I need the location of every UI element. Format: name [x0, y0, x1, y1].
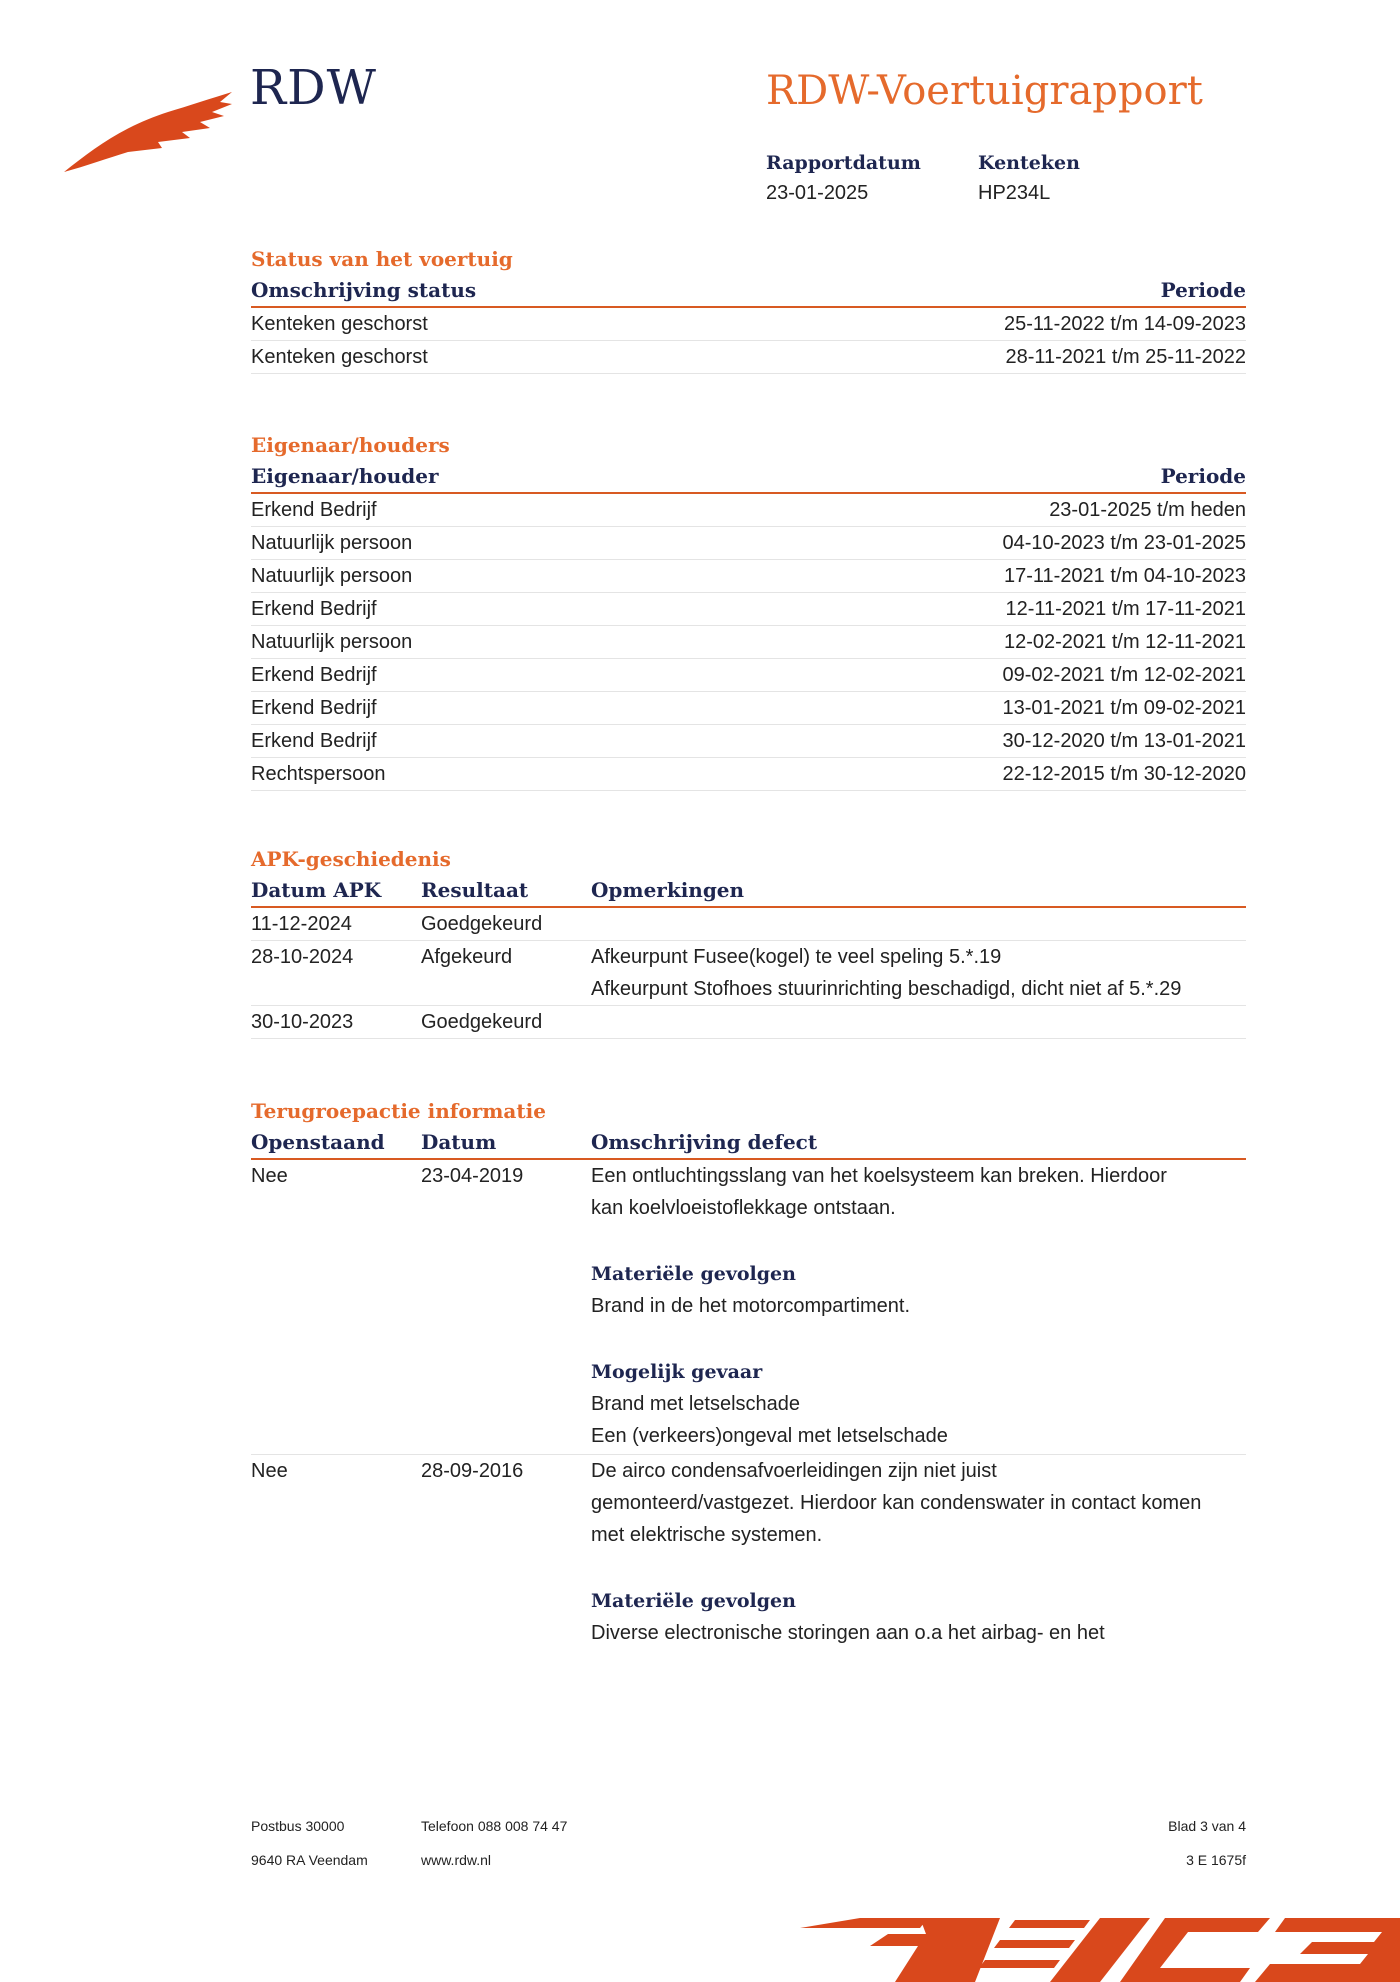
table-row [251, 941, 1246, 1006]
defect-line: met elektrische systemen. [591, 1524, 823, 1546]
table-header [251, 874, 1246, 908]
report-date-value: 23-01-2025 [766, 182, 869, 204]
footer-website[interactable]: www.rdw.nl [421, 1852, 492, 1868]
danger-label: Mogelijk gevaar [591, 1361, 763, 1383]
table-row [251, 626, 1246, 659]
column-header-defect: Omschrijving defect [591, 1130, 818, 1154]
recall-open: Nee [251, 1165, 288, 1187]
table-row [251, 308, 1246, 341]
defect-line: De airco condensafvoerleidingen zijn niet juist [591, 1460, 997, 1482]
column-header-period: Periode [1160, 278, 1246, 302]
owner-period: 23-01-2025 t/m heden [1049, 499, 1246, 521]
apk-remark: Afkeurpunt Stofhoes stuurinrichting beschadigd, dicht niet af 5.*.29 [591, 978, 1182, 1000]
table-row [251, 1160, 1246, 1455]
speed-stripes-icon [800, 1906, 1400, 1982]
footer-phone: Telefoon 088 008 74 47 [421, 1818, 568, 1834]
owner-period: 22-12-2015 t/m 30-12-2020 [1002, 763, 1246, 785]
defect-line: gemonteerd/vastgezet. Hierdoor kan condenswater in contact komen [591, 1492, 1202, 1514]
apk-section [251, 844, 1246, 1039]
table-header [251, 274, 1246, 308]
table-header [251, 460, 1246, 494]
owner-type: Natuurlijk persoon [251, 532, 413, 554]
table-row [251, 527, 1246, 560]
column-header-result: Resultaat [421, 878, 529, 902]
danger-line: Een (verkeers)ongeval met letselschade [591, 1425, 948, 1447]
footer-page-number: Blad 3 van 4 [1168, 1818, 1246, 1834]
column-header-period: Periode [1160, 464, 1246, 488]
table-header [251, 1126, 1246, 1160]
column-header-description: Omschrijving status [251, 278, 477, 302]
owner-type: Erkend Bedrijf [251, 697, 377, 719]
defect-line: Een ontluchtingsslang van het koelsysteem kan breken. Hierdoor [591, 1165, 1167, 1187]
rdw-feather-logo-icon [64, 88, 234, 176]
table-row [251, 908, 1246, 941]
table-row [251, 341, 1246, 374]
consequences-line: Brand in de het motorcompartiment. [591, 1295, 911, 1317]
report-title: RDW-Voertuigrapport [766, 68, 1203, 114]
apk-remark: Afkeurpunt Fusee(kogel) te veel speling 5.*.19 [591, 946, 1002, 968]
consequences-label: Materiële gevolgen [591, 1590, 796, 1612]
owner-type: Natuurlijk persoon [251, 565, 413, 587]
owner-period: 09-02-2021 t/m 12-02-2021 [1002, 664, 1246, 686]
section-title: Terugroepactie informatie [251, 1099, 546, 1123]
status-description: Kenteken geschorst [251, 346, 428, 368]
column-header-date: Datum APK [251, 878, 382, 902]
logo-text: RDW [250, 60, 377, 116]
owner-period: 04-10-2023 t/m 23-01-2025 [1002, 532, 1246, 554]
recall-section [251, 1096, 1246, 1651]
table-row [251, 494, 1246, 527]
owner-period: 12-02-2021 t/m 12-11-2021 [1003, 631, 1246, 653]
owner-period: 17-11-2021 t/m 04-10-2023 [1003, 565, 1246, 587]
column-header-open: Openstaand [251, 1130, 385, 1154]
apk-date: 30-10-2023 [251, 1011, 354, 1033]
recall-date: 28-09-2016 [421, 1460, 524, 1482]
status-period: 25-11-2022 t/m 14-09-2023 [1003, 313, 1246, 335]
table-row [251, 725, 1246, 758]
owner-type: Erkend Bedrijf [251, 730, 377, 752]
consequences-label: Materiële gevolgen [591, 1263, 796, 1285]
status-section [251, 244, 1246, 374]
column-header-date: Datum [421, 1130, 497, 1154]
owner-type: Erkend Bedrijf [251, 499, 377, 521]
recall-open: Nee [251, 1460, 288, 1482]
footer-city: 9640 RA Veendam [251, 1852, 368, 1868]
danger-line: Brand met letselschade [591, 1393, 801, 1415]
recall-date: 23-04-2019 [421, 1165, 524, 1187]
owner-type: Erkend Bedrijf [251, 598, 377, 620]
section-title: APK-geschiedenis [251, 847, 451, 871]
table-row [251, 659, 1246, 692]
plate-value: HP234L [978, 182, 1051, 204]
table-row [251, 560, 1246, 593]
table-row [251, 1006, 1246, 1039]
table-row [251, 1455, 1246, 1651]
column-header-remarks: Opmerkingen [591, 878, 745, 902]
owner-type: Erkend Bedrijf [251, 664, 377, 686]
owner-type: Rechtspersoon [251, 763, 386, 785]
defect-line: kan koelvloeistoflekkage ontstaan. [591, 1197, 896, 1219]
owner-period: 12-11-2021 t/m 17-11-2021 [1005, 598, 1246, 620]
section-title: Status van het voertuig [251, 247, 513, 271]
section-title: Eigenaar/houders [251, 433, 450, 457]
owner-type: Natuurlijk persoon [251, 631, 413, 653]
apk-result: Goedgekeurd [421, 1011, 543, 1033]
footer-postbus: Postbus 30000 [251, 1818, 345, 1834]
consequences-line: Diverse electronische storingen aan o.a het airbag- en het [591, 1622, 1105, 1644]
report-date-label: Rapportdatum [766, 152, 921, 174]
table-row [251, 758, 1246, 791]
plate-label: Kenteken [978, 152, 1080, 174]
table-row [251, 593, 1246, 626]
column-header-owner: Eigenaar/houder [251, 464, 439, 488]
footer-code: 3 E 1675f [1186, 1852, 1246, 1868]
status-description: Kenteken geschorst [251, 313, 428, 335]
owner-period: 13-01-2021 t/m 09-02-2021 [1002, 697, 1246, 719]
table-row [251, 692, 1246, 725]
apk-date: 28-10-2024 [251, 946, 354, 968]
apk-result: Goedgekeurd [421, 913, 543, 935]
owner-period: 30-12-2020 t/m 13-01-2021 [1002, 730, 1246, 752]
owners-section [251, 430, 1246, 791]
status-period: 28-11-2021 t/m 25-11-2022 [1005, 346, 1246, 368]
apk-result: Afgekeurd [421, 946, 513, 968]
apk-date: 11-12-2024 [251, 913, 352, 935]
